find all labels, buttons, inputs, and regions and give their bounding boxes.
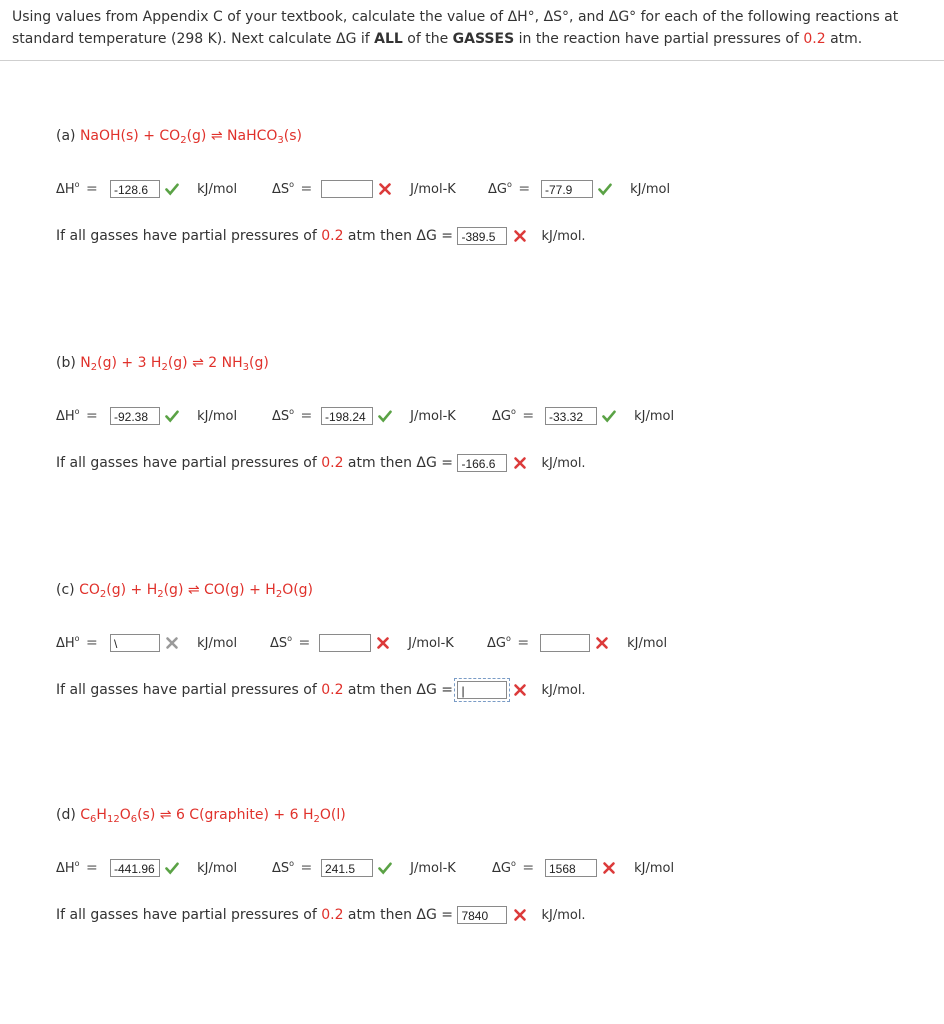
reaction-text: O(l)	[319, 807, 346, 823]
subscript: 12	[106, 814, 120, 825]
reaction-text: (s) ⇌ 6 C(graphite) + 6 H	[137, 807, 314, 823]
nonstandard-gibbs-input[interactable]: 7840	[457, 906, 507, 924]
reaction-text: H	[96, 807, 107, 823]
cross-icon	[378, 182, 392, 196]
entropy-input[interactable]	[319, 634, 371, 652]
subscript: 2	[180, 135, 187, 146]
unit-label: J/mol-K	[404, 636, 454, 651]
reaction-equation	[80, 128, 302, 144]
unit-label: kJ/mol	[193, 861, 238, 876]
nonstandard-gibbs-row	[56, 681, 586, 699]
entropy-symbol: $\Delta S^o$	[272, 407, 295, 424]
subscript: 2	[157, 589, 164, 600]
enthalpy-input[interactable]: -441.96	[110, 859, 160, 877]
enthalpy-input[interactable]: -92.38	[110, 407, 160, 425]
gibbs-symbol: $\Delta G^o$	[487, 634, 511, 651]
entropy-answer	[321, 859, 456, 877]
reaction-text: (g) + H	[106, 582, 158, 598]
subscript: 2	[161, 362, 168, 373]
gibbs-input[interactable]: -33.32	[545, 407, 597, 425]
entropy-label	[272, 181, 314, 197]
unit-label: kJ/mol.	[541, 456, 586, 471]
enthalpy-input[interactable]: -128.6	[110, 180, 160, 198]
gibbs-symbol: $\Delta G^o$	[492, 407, 516, 424]
enthalpy-answer	[110, 180, 237, 198]
part-label: (c)	[56, 582, 80, 598]
gibbs-answer	[545, 859, 674, 877]
checkmark-icon	[165, 182, 179, 196]
subscript: 3	[242, 362, 250, 373]
entropy-label	[272, 408, 314, 424]
enthalpy-label	[56, 860, 100, 876]
reaction-text: O	[119, 807, 131, 823]
equals-sign: =	[81, 181, 98, 197]
equals-sign: =	[294, 635, 311, 651]
unit-label: kJ/mol	[623, 636, 668, 651]
checkmark-icon	[378, 861, 392, 875]
entropy-label	[272, 860, 314, 876]
reaction-text: O(g)	[282, 582, 314, 598]
gibbs-answer	[541, 180, 670, 198]
subscript: 2	[275, 589, 283, 600]
reaction-text: (g) + 3 H	[97, 355, 162, 371]
entropy-answer	[321, 180, 456, 198]
unit-label: kJ/mol	[626, 182, 671, 197]
nonstandard-gibbs-row	[56, 454, 586, 472]
question-text: atm then ΔG =	[343, 228, 458, 244]
unit-label: kJ/mol	[193, 409, 238, 424]
instructions-part: in the reaction have partial pressures of	[514, 31, 804, 47]
instructions-part: Using values from Appendix C of your textbook, calculate the value of ΔH°, ΔS°, and ΔG° for each of the following reactions at standard temperature (298 K). Next calculate ΔG if	[12, 9, 899, 47]
unit-label: J/mol-K	[406, 861, 456, 876]
reaction-title	[56, 582, 313, 598]
reaction-text: (g) ⇌ NaHCO	[186, 128, 278, 144]
nonstandard-gibbs-row	[56, 227, 586, 245]
entropy-answer	[321, 407, 456, 425]
gibbs-input[interactable]: -77.9	[541, 180, 593, 198]
equals-sign: =	[296, 860, 313, 876]
unit-label: kJ/mol	[630, 409, 675, 424]
entropy-label	[270, 635, 312, 651]
gibbs-symbol: $\Delta G^o$	[488, 180, 512, 197]
enthalpy-input[interactable]: \	[110, 634, 160, 652]
entropy-symbol: $\Delta S^o$	[272, 859, 295, 876]
question-text: If all gasses have partial pressures of	[56, 907, 322, 923]
question-text: atm then ΔG =	[343, 455, 458, 471]
cross-icon	[602, 861, 616, 875]
reaction-text: (s)	[283, 128, 302, 144]
pressure-value: 0.2	[321, 907, 344, 923]
reaction-text: N	[80, 355, 91, 371]
instructions-part: atm.	[825, 31, 863, 47]
equals-sign: =	[81, 408, 98, 424]
checkmark-icon	[378, 409, 392, 423]
reaction-title	[56, 807, 346, 823]
unit-label: kJ/mol.	[541, 229, 586, 244]
equals-sign: =	[81, 635, 98, 651]
unit-label: kJ/mol	[193, 636, 238, 651]
instructions-bold: GASSES	[452, 31, 515, 47]
gibbs-label	[492, 860, 536, 876]
entropy-answer	[319, 634, 454, 652]
question-text: atm then ΔG =	[343, 682, 458, 698]
unit-label: kJ/mol.	[541, 908, 586, 923]
reaction-text: C	[80, 807, 91, 823]
question-text: If all gasses have partial pressures of	[56, 682, 322, 698]
enthalpy-label	[56, 408, 100, 424]
gibbs-label	[487, 635, 531, 651]
enthalpy-answer	[110, 859, 237, 877]
entropy-input[interactable]: 241.5	[321, 859, 373, 877]
entropy-symbol: $\Delta S^o$	[270, 634, 293, 651]
reaction-title	[56, 128, 302, 144]
equals-sign: =	[517, 408, 535, 424]
reaction-equation	[80, 807, 345, 823]
reaction-text: (g)	[249, 355, 269, 371]
enthalpy-label	[56, 635, 100, 651]
cross-icon	[513, 683, 527, 697]
subscript: 2	[99, 589, 107, 600]
subscript: 3	[277, 135, 284, 146]
checkmark-icon	[165, 861, 179, 875]
gibbs-symbol: $\Delta G^o$	[492, 859, 516, 876]
equals-sign: =	[296, 181, 313, 197]
gibbs-answer	[540, 634, 667, 652]
instructions-text	[12, 6, 937, 50]
pressure-value: 0.2	[321, 682, 344, 698]
checkmark-icon	[598, 182, 612, 196]
enthalpy-answer	[110, 407, 237, 425]
nonstandard-gibbs-row	[56, 906, 586, 924]
nonstandard-gibbs-input[interactable]: |	[457, 681, 507, 699]
gibbs-answer	[545, 407, 674, 425]
subscript: 6	[130, 814, 138, 825]
pressure-value: 0.2	[803, 31, 826, 47]
cross-icon	[513, 456, 527, 470]
entropy-symbol: $\Delta S^o$	[272, 180, 295, 197]
instructions-part: of the	[402, 31, 453, 47]
reaction-equation	[80, 355, 269, 371]
instructions-bold: ALL	[374, 31, 403, 47]
gibbs-label	[492, 408, 536, 424]
cross-icon	[513, 908, 527, 922]
equals-sign: =	[517, 860, 535, 876]
subscript: 2	[313, 814, 320, 825]
part-label: (d)	[56, 807, 81, 823]
enthalpy-answer	[110, 634, 237, 652]
cross-icon	[513, 229, 527, 243]
divider	[0, 60, 944, 61]
subscript: 6	[90, 814, 97, 825]
nonstandard-gibbs-input[interactable]: -389.5	[457, 227, 507, 245]
reaction-text: (g) ⇌ CO(g) + H	[163, 582, 276, 598]
unit-label: kJ/mol.	[541, 683, 586, 698]
equals-sign: =	[512, 635, 530, 651]
checkmark-icon	[165, 409, 179, 423]
reaction-equation	[79, 582, 313, 598]
pressure-value: 0.2	[321, 455, 344, 471]
unit-label: J/mol-K	[406, 409, 456, 424]
gibbs-input[interactable]: 1568	[545, 859, 597, 877]
equals-sign: =	[513, 181, 531, 197]
question-text: atm then ΔG =	[343, 907, 458, 923]
reaction-text: NaOH(s) + CO	[79, 128, 181, 144]
gibbs-input[interactable]	[540, 634, 590, 652]
checkmark-icon	[602, 409, 616, 423]
cross-icon	[165, 636, 179, 650]
enthalpy-label	[56, 181, 100, 197]
cross-icon	[376, 636, 390, 650]
enthalpy-symbol: $\Delta H^o$	[56, 407, 80, 424]
unit-label: J/mol-K	[406, 182, 456, 197]
enthalpy-symbol: $\Delta H^o$	[56, 859, 80, 876]
question-text: If all gasses have partial pressures of	[56, 228, 322, 244]
equals-sign: =	[296, 408, 313, 424]
nonstandard-gibbs-input[interactable]: -166.6	[457, 454, 507, 472]
reaction-text: CO	[79, 582, 100, 598]
unit-label: kJ/mol	[630, 861, 675, 876]
equals-sign: =	[81, 860, 98, 876]
pressure-value: 0.2	[321, 228, 344, 244]
question-text: If all gasses have partial pressures of	[56, 455, 322, 471]
entropy-input[interactable]: -198.24	[321, 407, 373, 425]
subscript: 2	[90, 362, 98, 373]
entropy-input[interactable]	[321, 180, 373, 198]
enthalpy-symbol: $\Delta H^o$	[56, 180, 80, 197]
reaction-text: (g) ⇌ 2 NH	[167, 355, 243, 371]
unit-label: kJ/mol	[193, 182, 238, 197]
cross-icon	[595, 636, 609, 650]
part-label: (a)	[56, 128, 80, 144]
gibbs-label	[488, 181, 532, 197]
reaction-title	[56, 355, 269, 371]
enthalpy-symbol: $\Delta H^o$	[56, 634, 80, 651]
part-label: (b)	[56, 355, 81, 371]
